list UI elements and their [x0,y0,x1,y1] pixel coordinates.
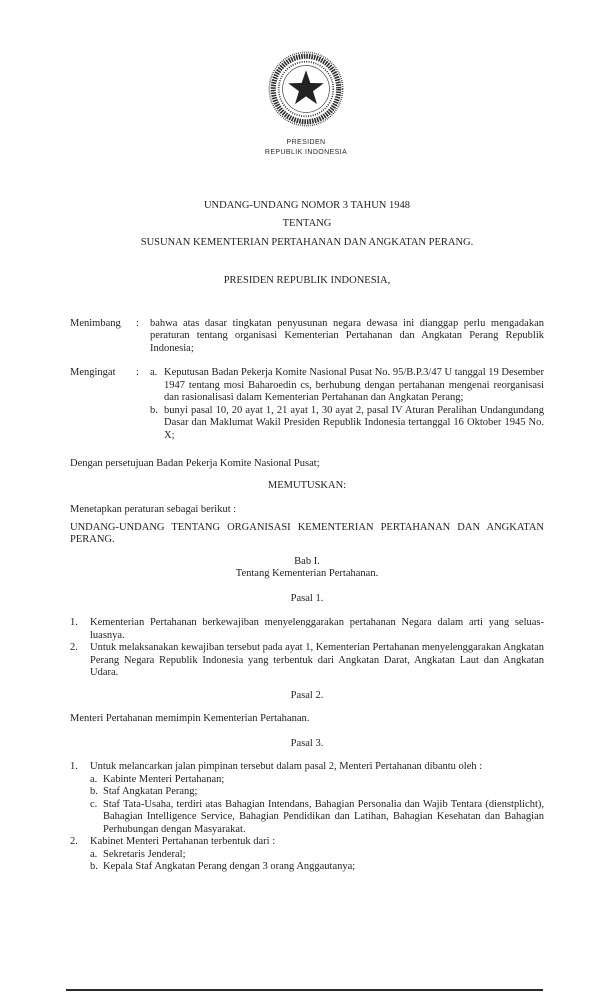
list-item-text: Untuk melancarkan jalan pimpinan tersebut dalam pasal 2, Menteri Pertahanan dibantu oleh : [90,761,483,772]
title-tentang: TENTANG [282,218,332,229]
list-marker: 1. [70,761,78,772]
clause-colon: : [136,317,139,329]
list-item-text: Kabinte Menteri Pertahanan; [103,773,225,785]
list-marker: c. [90,798,98,810]
list-item [90,799,544,837]
list-item [150,405,544,443]
pasal-3-list [70,761,544,874]
list-item-text: Sekretaris Jenderal; [103,848,186,860]
list-item-text: Kementerian Pertahanan berkewajiban menyelenggarakan pertahanan Negara dalam arti yang seluas-luasnya. [90,617,544,641]
list-item-text: Untuk melaksanakan kewajiban tersebut pada ayat 1, Kementerian Pertahanan menyelenggarakan Angkatan Perang Negara Republik Indonesia yang terbentuk dari Angkatan Darat, Angkatan Laut dan Angkatan Udara. [90,642,544,678]
clause-items [150,367,544,442]
list-item [90,861,544,874]
list-item [90,849,544,862]
letterhead [0,0,612,158]
presidential-seal-icon [267,50,345,128]
bab-heading: Bab I. [294,555,320,567]
memutuskan-heading: MEMUTUSKAN: [267,479,347,491]
list-marker: a. [90,773,98,785]
title-subject: SUSUNAN KEMENTERIAN PERTAHANAN DAN ANGKATAN PERANG. [140,236,474,248]
pasal-2-heading: Pasal 2. [290,689,324,701]
list-item-text: Staf Angkatan Perang; [103,786,198,797]
menetapkan-line: Menetapkan peraturan sebagai berikut : [70,504,237,515]
law-number-title: UNDANG-UNDANG NOMOR 3 TAHUN 1948 [203,199,411,211]
pasal-1-heading: Pasal 1. [290,592,324,604]
agency-line-1: PRESIDEN [286,138,326,146]
list-item-text: Kepala Staf Angkatan Perang dengan 3 orang Anggautanya; [103,861,356,872]
list-item [90,786,544,799]
list-marker: 2. [70,642,78,653]
list-item [70,642,544,680]
list-marker: 1. [70,617,78,628]
pasal-3-heading: Pasal 3. [290,737,324,749]
list-item-body [90,761,544,836]
document-body [0,200,612,874]
list-item [90,774,544,787]
agreement-line: Dengan persetujuan Badan Pekerja Komite Nasional Pusat; [70,458,320,469]
bab-subheading: Tentang Kementerian Pertahanan. [235,568,379,579]
clause-text: bahwa atas dasar tingkatan penyusunan negara dewasa ini dianggap perlu mengadakan peraturan tentang organisasi Kementerian Pertahanan dan Angkatan Perang Republik Indonesia; [150,317,544,354]
list-marker: 2. [70,836,78,847]
list-marker: b. [90,786,98,797]
bab-1-block [70,556,544,581]
star-icon [288,70,324,104]
salutation: PRESIDEN REPUBLIK INDONESIA, [223,275,391,286]
document-title-block [70,200,544,250]
clause-label: Menimbang [70,317,121,329]
list-item-text: Staf Tata-Usaha, terdiri atas Bahagian Intendans, Bahagian Personalia dan Wajib Tentara (dienstplicht), Bahagian Intelligence Service, Bahagian Pendidikan dan Latihan, Bahagian Kesehatan dan Bahagian Perhubungan dengan Masyarakat. [103,798,544,835]
list-item [70,836,544,874]
clause-label: Mengingat [70,367,116,378]
list-item-text: Kabinet Menteri Pertahanan terbentuk dari : [90,836,276,847]
clause-menimbang [70,318,544,356]
footer-divider [66,989,543,991]
list-marker: b. [150,404,158,416]
pasal-2-text: Menteri Pertahanan memimpin Kementerian Pertahanan. [70,713,310,724]
pasal-1-list [70,617,544,680]
list-item [70,761,544,836]
agency-name [0,138,612,158]
clause-colon: : [136,367,139,378]
list-marker: b. [90,861,98,872]
list-marker: a. [150,367,158,378]
list-item-text: Keputusan Badan Pekerja Komite Nasional Pusat No. 95/B.P.3/47 U tanggal 19 Desember 1947 tentang mosi Baharoedin cs, berhubung dengan pertahanan mengenai reorganisasi dan rasionalisasi dalam Kementerian Pertahanan dan Angkatan Perang; [164,367,544,403]
list-marker: a. [90,848,98,860]
clause-mengingat [70,367,544,442]
law-title: UNDANG-UNDANG TENTANG ORGANISASI KEMENTERIAN PERTAHANAN DAN ANGKATAN PERANG. [70,521,544,545]
list-item-text: bunyi pasal 10, 20 ayat 1, 21 ayat 1, 30 ayat 2, pasal IV Aturan Peralihan Undangundang Dasar dan Maklumat Wakil Presiden Republik Indonesia tertanggal 16 Oktober 1945 No. X; [164,404,544,441]
list-item [150,367,544,405]
list-item-body [90,836,544,874]
agency-line-2: REPUBLIK INDONESIA [264,148,348,156]
list-item [70,617,544,642]
